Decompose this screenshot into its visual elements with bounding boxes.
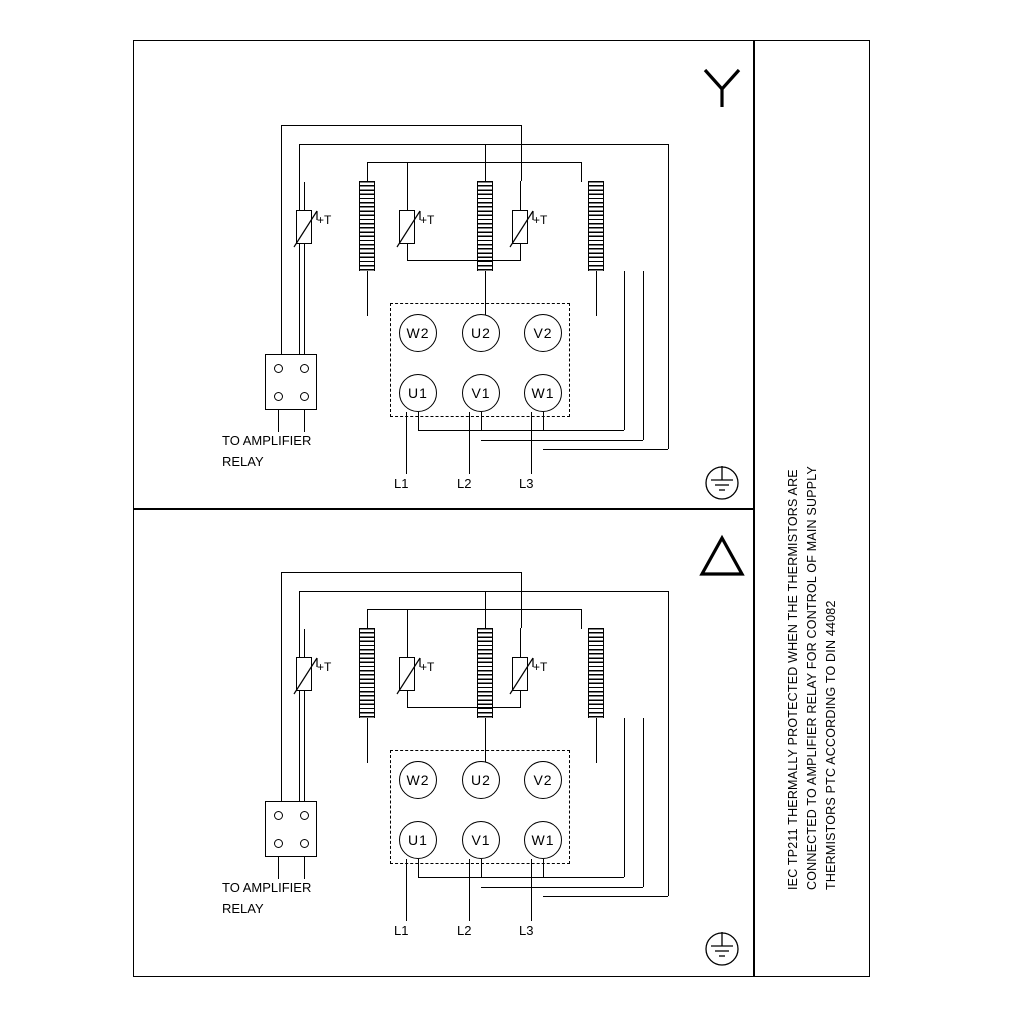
star-link-1: [418, 412, 419, 430]
amplifier-label-line1-2: TO AMPLIFIER: [222, 880, 312, 895]
delta-symbol: [697, 532, 747, 585]
terminal-v1: V1: [462, 374, 500, 412]
coil-1: [359, 181, 375, 271]
coil-2-top-lead: [485, 144, 486, 181]
wire-top-b: [299, 144, 668, 145]
wire-top-c-right-down: [581, 162, 582, 182]
ptc2-bottom-bus-2: [407, 707, 521, 708]
supply-label-l2-2: L2: [457, 923, 472, 938]
amplifier-label-line1: TO AMPLIFIER: [222, 433, 312, 448]
terminal-u1-2: U1: [399, 821, 437, 859]
star-link-bus-1: [418, 430, 624, 431]
wire-top-b-down: [299, 144, 300, 388]
panel-divider: [133, 508, 753, 510]
l2-lead: [469, 412, 470, 474]
delta-link-bus-3: [543, 896, 668, 897]
terminal-v2: V2: [524, 314, 562, 352]
coil-2-top-lead-2: [485, 591, 486, 628]
coil-3-lead: [596, 271, 597, 316]
connector-dot-2: [300, 364, 309, 373]
supply-label-l3: L3: [519, 476, 534, 491]
amplifier-lead-2: [304, 410, 305, 432]
terminal-w2-2: W2: [399, 761, 437, 799]
wire-top-a-down: [281, 125, 282, 360]
ptc1-bottom-lead: [304, 244, 305, 354]
wire-top-c-left-down: [367, 162, 368, 182]
ptc2-top-lead: [407, 162, 408, 210]
delta-link-3: [543, 859, 544, 877]
ptc2-bottom-lead: [407, 244, 408, 260]
connector-dot-1: [274, 364, 283, 373]
note-line-3: THERMISTORS PTC ACCORDING TO DIN 44082: [824, 600, 838, 890]
amplifier-label-line2: RELAY: [222, 454, 264, 469]
thermistor-2-label-2: +T: [420, 660, 435, 674]
supply-label-l1: L1: [394, 476, 409, 491]
wire-top-b-right-down-2: [668, 591, 669, 896]
connector-dot-2-2: [300, 811, 309, 820]
amplifier-label-line2-2: RELAY: [222, 901, 264, 916]
terminal-w1: W1: [524, 374, 562, 412]
amplifier-lead-2-2: [304, 857, 305, 879]
star-link-bus-3: [543, 449, 668, 450]
delta-link-bus-1: [418, 877, 624, 878]
wire-top-b-right-down: [668, 144, 669, 449]
wire-top-c: [367, 162, 581, 163]
l2-lead-2: [469, 859, 470, 921]
coil-1-lead: [367, 271, 368, 316]
thermistor-3: [512, 210, 528, 244]
ptc2-top-lead-2: [407, 609, 408, 657]
coil-3: [588, 181, 604, 271]
coil-3-lead-2: [596, 718, 597, 763]
note-column-divider: [753, 40, 755, 977]
thermistor-3-2: [512, 657, 528, 691]
coil-2: [477, 181, 493, 271]
amplifier-connection-block: [265, 354, 317, 410]
thermistor-1-label-2: +T: [317, 660, 332, 674]
wire-top-a-2: [281, 572, 521, 573]
coil-1-lead-2: [367, 718, 368, 763]
coil-1-2: [359, 628, 375, 718]
delta-link-1: [418, 859, 419, 877]
ptc1-top-lead-2: [304, 629, 305, 657]
thermistor-2-2: [399, 657, 415, 691]
terminal-u2-2: U2: [462, 761, 500, 799]
terminal-v2-2: V2: [524, 761, 562, 799]
wire-top-a-right-down: [521, 125, 522, 181]
connector-dot-3: [274, 392, 283, 401]
delta-return-1: [624, 718, 625, 877]
coil-2-2: [477, 628, 493, 718]
wire-top-a-down-2: [281, 572, 282, 807]
wire-top-b-down-2: [299, 591, 300, 835]
wire-top-b-2: [299, 591, 668, 592]
l3-lead-2: [531, 859, 532, 921]
ptc3-bottom-lead-2: [520, 691, 521, 707]
ptc2-bottom-lead-2: [407, 691, 408, 707]
wire-top-c-right-down-2: [581, 609, 582, 629]
connector-dot-4: [300, 392, 309, 401]
l3-lead: [531, 412, 532, 474]
thermistor-1-label: +T: [317, 213, 332, 227]
amplifier-lead-1: [278, 410, 279, 432]
ptc3-top-lead: [520, 181, 521, 210]
ptc1-top-lead: [304, 182, 305, 210]
earth-symbol-2: [700, 928, 744, 975]
terminal-w1-2: W1: [524, 821, 562, 859]
thermistor-1-2: [296, 657, 312, 691]
wire-top-a: [281, 125, 521, 126]
amplifier-lead-1-2: [278, 857, 279, 879]
wire-top-a-right-down-2: [521, 572, 522, 628]
star-link-3: [543, 412, 544, 430]
connector-dot-1-2: [274, 811, 283, 820]
ptc2-bottom-bus: [407, 260, 521, 261]
connector-dot-3-2: [274, 839, 283, 848]
star-return-1: [624, 271, 625, 430]
supply-label-l1-2: L1: [394, 923, 409, 938]
star-link-bus-2: [481, 440, 643, 441]
delta-link-2: [481, 859, 482, 877]
wire-top-c-left-down-2: [367, 609, 368, 629]
note-line-2: CONNECTED TO AMPLIFIER RELAY FOR CONTROL OF MAIN SUPPLY: [805, 465, 819, 890]
ptc3-top-lead-2: [520, 628, 521, 657]
delta-return-2: [643, 718, 644, 887]
thermistor-2-label: +T: [420, 213, 435, 227]
wire-top-c-2: [367, 609, 581, 610]
supply-label-l2: L2: [457, 476, 472, 491]
thermistor-3-label: +T: [533, 213, 548, 227]
terminal-u2: U2: [462, 314, 500, 352]
thermistor-3-label-2: +T: [533, 660, 548, 674]
thermistor-1: [296, 210, 312, 244]
terminal-u1: U1: [399, 374, 437, 412]
ptc1-bottom-lead-2: [304, 691, 305, 801]
earth-symbol: [700, 462, 744, 509]
note-line-1: IEC TP211 THERMALLY PROTECTED WHEN THE THERMISTORS ARE: [786, 469, 800, 890]
connector-dot-4-2: [300, 839, 309, 848]
amplifier-connection-block-2: [265, 801, 317, 857]
star-link-2: [481, 412, 482, 430]
thermistor-2: [399, 210, 415, 244]
coil-3-2: [588, 628, 604, 718]
star-return-2: [643, 271, 644, 440]
l1-lead: [406, 412, 407, 474]
terminal-v1-2: V1: [462, 821, 500, 859]
l1-lead-2: [406, 859, 407, 921]
delta-link-bus-2: [481, 887, 643, 888]
wye-symbol: [697, 62, 747, 117]
ptc3-bottom-lead: [520, 244, 521, 260]
terminal-w2: W2: [399, 314, 437, 352]
supply-label-l3-2: L3: [519, 923, 534, 938]
